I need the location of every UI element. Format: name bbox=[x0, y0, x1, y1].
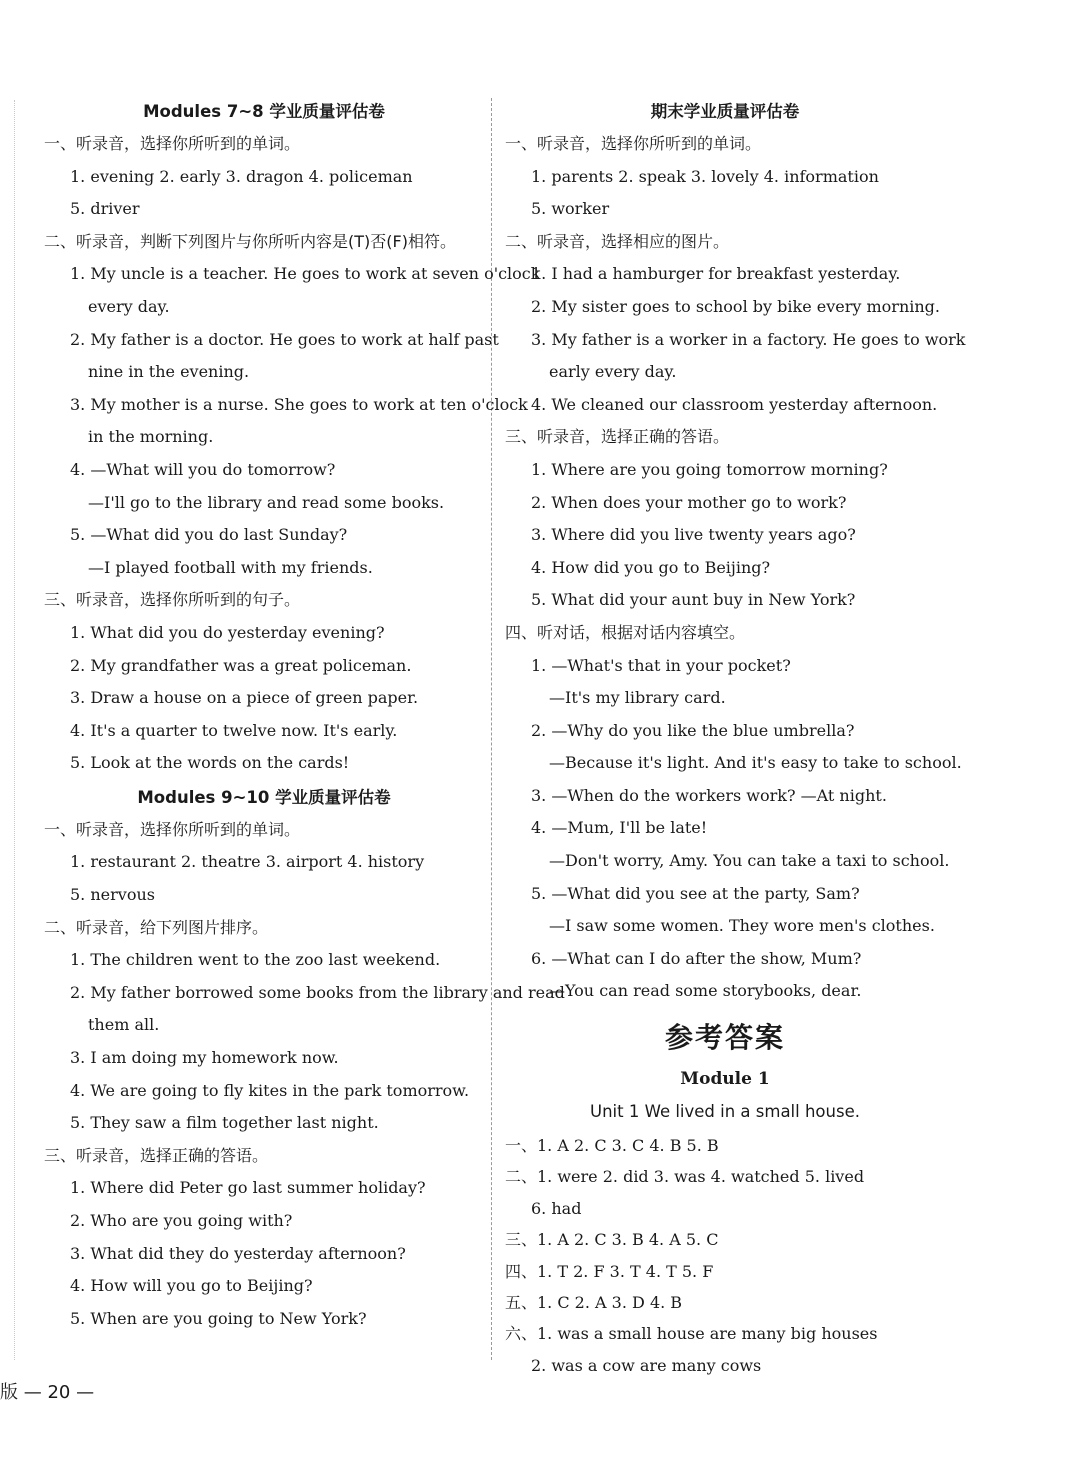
answer-line: 三、1. A 2. C 3. B 4. A 5. C bbox=[505, 1230, 719, 1250]
binding-edge-line bbox=[14, 100, 15, 1360]
question-heading: 三、听录音，选择正确的答语。 bbox=[505, 427, 730, 447]
question-item-continued: in the morning. bbox=[88, 427, 214, 447]
question-item-continued: —Because it's light. And it's easy to take to school. bbox=[549, 753, 962, 773]
question-item: 2. My father is a doctor. He goes to work at half past bbox=[70, 329, 499, 349]
question-item: 1. I had a hamburger for breakfast yesterday. bbox=[531, 264, 901, 284]
question-item-continued: —Don't worry, Amy. You can take a taxi to school. bbox=[549, 851, 950, 871]
answers-title: 参考答案 bbox=[664, 1021, 785, 1055]
section-title-final-exam: 期末学业质量评估卷 bbox=[650, 102, 800, 121]
question-item: 3. —When do the workers work? —At night. bbox=[531, 785, 887, 805]
question-heading: 一、听录音，选择你所听到的单词。 bbox=[505, 134, 762, 153]
question-item-continued: —I saw some women. They wore men's clothes. bbox=[549, 916, 935, 936]
unit-title: Unit 1 We lived in a small house. bbox=[590, 1102, 860, 1122]
question-item: 2. When does your mother go to work? bbox=[531, 492, 847, 512]
section-body-final-exam bbox=[505, 128, 966, 1008]
question-heading: 一、听录音，选择你所听到的单词。 bbox=[44, 134, 301, 153]
question-heading: 三、听录音，选择你所听到的句子。 bbox=[44, 590, 301, 610]
question-item: 3. I am doing my homework now. bbox=[70, 1048, 339, 1068]
question-heading: 四、听对话，根据对话内容填空。 bbox=[505, 622, 746, 642]
question-item: 5. worker bbox=[531, 199, 610, 219]
question-item: 6. —What can I do after the show, Mum? bbox=[531, 948, 862, 968]
answers-body bbox=[505, 1130, 945, 1381]
question-item: 4. How will you go to Beijing? bbox=[70, 1276, 313, 1296]
question-heading: 一、听录音，选择你所听到的单词。 bbox=[44, 819, 301, 839]
question-item-continued: —It's my library card. bbox=[549, 688, 726, 708]
question-item-continued: them all. bbox=[88, 1015, 160, 1035]
question-item-continued: —I played football with my friends. bbox=[88, 557, 373, 577]
question-item: 5. —What did you see at the party, Sam? bbox=[531, 883, 860, 903]
question-item: 1. Where did Peter go last summer holiday? bbox=[70, 1178, 426, 1198]
question-item: 4. It's a quarter to twelve now. It's early. bbox=[70, 720, 398, 740]
question-item: 5. driver bbox=[70, 199, 140, 219]
question-item: 3. Draw a house on a piece of green paper. bbox=[70, 688, 419, 708]
question-item: 1. Where are you going tomorrow morning? bbox=[531, 459, 888, 479]
question-item: 3. What did they do yesterday afternoon? bbox=[70, 1243, 406, 1263]
question-heading: 二、听录音，选择相应的图片。 bbox=[505, 231, 730, 251]
question-heading: 二、听录音，给下列图片排序。 bbox=[44, 917, 269, 937]
question-item: 1. evening 2. early 3. dragon 4. policeman bbox=[70, 166, 413, 186]
section-body-modules-7-8 bbox=[44, 128, 541, 780]
section-title-modules-9-10: Modules 9~10 学业质量评估卷 bbox=[137, 787, 391, 807]
question-item: 3. My father is a worker in a factory. He goes to work bbox=[531, 329, 966, 349]
question-item: 1. My uncle is a teacher. He goes to work at seven o'clock bbox=[70, 264, 541, 284]
question-item-continued: —You can read some storybooks, dear. bbox=[549, 981, 862, 1001]
answer-line: 四、1. T 2. F 3. T 4. T 5. F bbox=[505, 1261, 714, 1281]
question-item: 5. They saw a film together last night. bbox=[70, 1113, 379, 1133]
question-item: 5. What did your aunt buy in New York? bbox=[531, 590, 856, 610]
question-item: 1. restaurant 2. theatre 3. airport 4. history bbox=[70, 852, 425, 872]
question-item: 4. —Mum, I'll be late! bbox=[531, 818, 708, 838]
question-item: 2. My father borrowed some books from the library and read bbox=[70, 982, 565, 1002]
answer-line-continued: 2. was a cow are many cows bbox=[531, 1355, 762, 1375]
answer-line: 一、1. A 2. C 3. C 4. B 5. B bbox=[505, 1136, 719, 1156]
question-item: 2. Who are you going with? bbox=[70, 1211, 293, 1230]
question-heading: 二、听录音，判断下列图片与你所听内容是(T)否(F)相符。 bbox=[44, 231, 456, 251]
question-item: 1. The children went to the zoo last weekend. bbox=[70, 950, 441, 970]
question-item-continued: early every day. bbox=[549, 362, 677, 382]
right-column bbox=[505, 96, 966, 1381]
question-item-continued: —I'll go to the library and read some books. bbox=[88, 492, 445, 512]
question-item: 1. parents 2. speak 3. lovely 4. information bbox=[531, 166, 879, 186]
question-item: 4. We are going to fly kites in the park tomorrow. bbox=[70, 1080, 470, 1100]
module-title: Module 1 bbox=[680, 1069, 770, 1090]
question-item: 5. nervous bbox=[70, 885, 155, 905]
question-item: 3. Where did you live twenty years ago? bbox=[531, 525, 856, 545]
question-item: 3. My mother is a nurse. She goes to work at ten o'clock bbox=[70, 394, 528, 414]
answer-line: 五、1. C 2. A 3. D 4. B bbox=[505, 1292, 683, 1312]
question-item: 5. Look at the words on the cards! bbox=[70, 753, 350, 773]
question-item: 5. When are you going to New York? bbox=[70, 1308, 367, 1328]
question-item: 2. My sister goes to school by bike every morning. bbox=[531, 296, 940, 316]
question-item: 5. —What did you do last Sunday? bbox=[70, 525, 348, 545]
question-heading: 三、听录音，选择正确的答语。 bbox=[44, 1145, 269, 1165]
question-item-continued: every day. bbox=[88, 296, 170, 316]
question-item: 2. My grandfather was a great policeman. bbox=[70, 655, 412, 675]
question-item-continued: nine in the evening. bbox=[88, 362, 250, 382]
question-item: 1. What did you do yesterday evening? bbox=[70, 622, 385, 642]
answer-line-continued: 6. had bbox=[531, 1198, 582, 1218]
answer-line: 六、1. was a small house are many big houses bbox=[505, 1324, 878, 1344]
section-title-modules-7-8: Modules 7~8 学业质量评估卷 bbox=[143, 102, 385, 121]
question-item: 2. —Why do you like the blue umbrella? bbox=[531, 720, 855, 740]
question-item: 4. How did you go to Beijing? bbox=[531, 557, 771, 577]
question-item: 4. —What will you do tomorrow? bbox=[70, 459, 336, 479]
answer-line: 二、1. were 2. did 3. was 4. watched 5. lived bbox=[505, 1167, 865, 1187]
question-item: 1. —What's that in your pocket? bbox=[531, 655, 791, 675]
question-item: 4. We cleaned our classroom yesterday afternoon. bbox=[531, 394, 938, 414]
page-number-footer: 版 — 20 — bbox=[0, 1382, 95, 1403]
